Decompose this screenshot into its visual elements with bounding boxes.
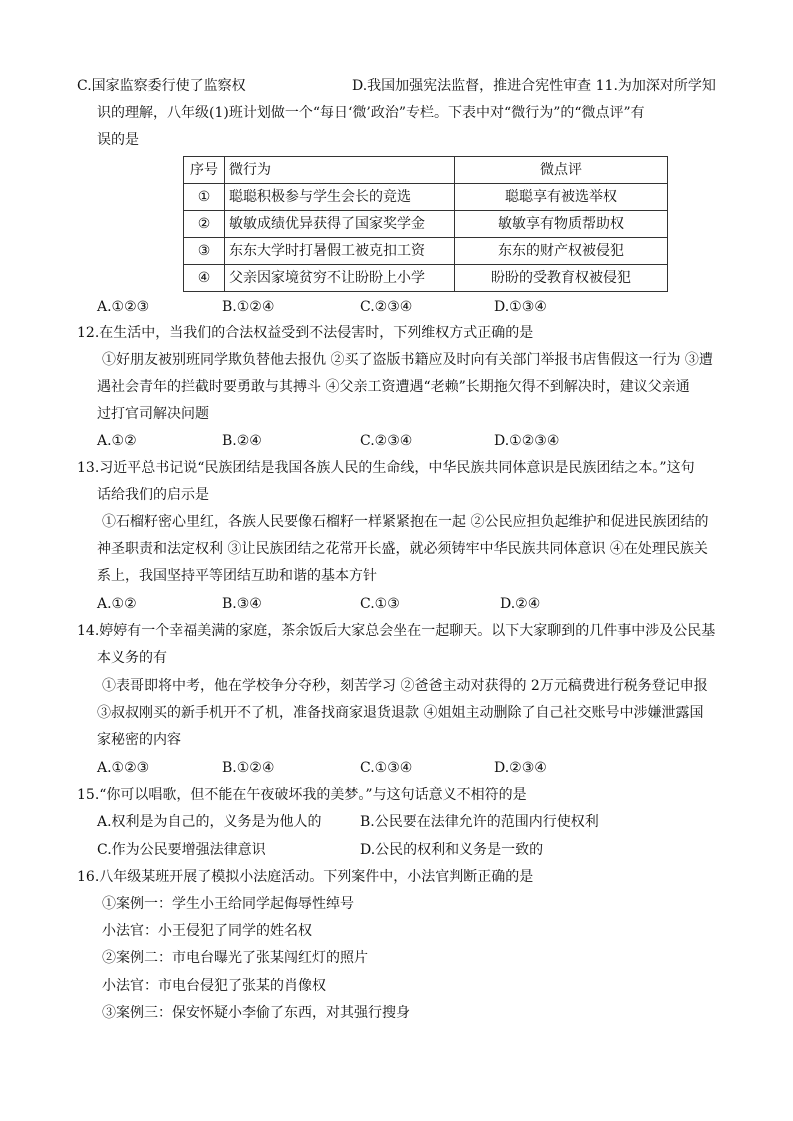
q14-stem: 14.婷婷有一个幸福美满的家庭，茶余饭后大家总会坐在一起聊天。以下大家聊到的几件事中涉及公民基	[77, 623, 716, 639]
q11-option-a[interactable]: A.①②③	[97, 299, 150, 315]
q12-option-c[interactable]: C.②③④	[360, 433, 413, 449]
q14-option-b[interactable]: B.①②④	[222, 760, 275, 776]
q14-line: 家秘密的内容	[97, 732, 181, 748]
q11-option-d[interactable]: D.①③④	[494, 299, 547, 315]
table-cell: 聪聪享有被选举权	[455, 184, 668, 211]
table-cell: ①	[184, 184, 225, 211]
table-header-row	[184, 157, 668, 184]
q14-option-a[interactable]: A.①②③	[97, 760, 150, 776]
q13-stem: 13.习近平总书记说“民族团结是我国各族人民的生命线，中华民族共同体意识是民族团结之本。”这句	[77, 460, 695, 476]
q14-line: ③叔叔刚买的新手机开不了机，准备找商家退货退款 ④姐姐主动删除了自己社交账号中涉嫌泄露国	[97, 705, 704, 721]
q13-option-a[interactable]: A.①②	[97, 596, 137, 612]
table-cell: 父亲因家境贫穷不让盼盼上小学	[225, 265, 455, 292]
table-cell: 敏敏成绩优异获得了国家奖学金	[225, 211, 455, 238]
q11-option-b[interactable]: B.①②④	[222, 299, 275, 315]
q13-line: ①石榴籽密心里红，各族人民要像石榴籽一样紧紧抱在一起 ②公民应担负起维护和促进民族团结的	[102, 514, 709, 530]
q13-line: 神圣职责和法定权利 ③让民族团结之花常开长盛，就必须铸牢中华民族共同体意识 ④在处理民族关	[97, 541, 708, 557]
table-row	[184, 184, 668, 211]
q15-option-b[interactable]: B.公民要在法律允许的范围内行使权利	[360, 814, 599, 830]
q12-line: 遇社会青年的拦截时要勇敢与其搏斗 ④父亲工资遭遇“老赖”长期拖欠得不到解决时，建议父亲通	[97, 379, 690, 395]
q12-option-a[interactable]: A.①②	[97, 433, 137, 449]
header-cell: 微点评	[455, 157, 668, 184]
q11-stem-line2: 识的理解，八年级(1)班计划做一个“每日‘微’政治”专栏。下表中对“微行为”的“微点评”有	[97, 105, 645, 121]
table-cell: 敏敏享有物质帮助权	[455, 211, 668, 238]
q16-line: 小法官：市电台侵犯了张某的肖像权	[102, 978, 326, 994]
q13-line: 系上，我国坚持平等团结互助和谐的基本方针	[97, 568, 377, 584]
q12-option-b[interactable]: B.②④	[222, 433, 262, 449]
q12-line: 过打官司解决问题	[97, 406, 209, 422]
table-row	[184, 238, 668, 265]
table-cell: ④	[184, 265, 225, 292]
q16-line: ②案例二：市电台曝光了张某闯红灯的照片	[102, 950, 368, 966]
table-cell: ②	[184, 211, 225, 238]
header-cell: 微行为	[225, 157, 455, 184]
q12-stem: 12.在生活中，当我们的合法权益受到不法侵害时，下列维权方式正确的是	[77, 325, 534, 341]
q11-option-c[interactable]: C.②③④	[360, 299, 413, 315]
q13-option-b[interactable]: B.③④	[222, 596, 262, 612]
q13-stem-line2: 话给我们的启示是	[97, 487, 209, 503]
q14-stem-line2: 本义务的有	[97, 650, 167, 666]
table-cell: 东东大学时打暑假工被克扣工资	[225, 238, 455, 265]
q16-line: ③案例三：保安怀疑小李偷了东西，对其强行搜身	[102, 1005, 410, 1021]
q15-stem: 15.“你可以唱歌，但不能在午夜破坏我的美梦。”与这句话意义不相符的是	[77, 787, 527, 803]
q10-option-d-q11-start: D.我国加强宪法监督，推进合宪性审查 11.为加深对所学知	[352, 78, 716, 94]
q11-table	[183, 156, 668, 292]
q16-line: ①案例一：学生小王给同学起侮辱性绰号	[102, 896, 354, 912]
q11-stem-line3: 误的是	[97, 132, 139, 148]
table-cell: 盼盼的受教育权被侵犯	[455, 265, 668, 292]
q15-option-d[interactable]: D.公民的权利和义务是一致的	[360, 842, 544, 858]
q15-option-a[interactable]: A.权利是为自己的，义务是为他人的	[97, 814, 322, 830]
header-cell: 序号	[184, 157, 225, 184]
q13-option-d[interactable]: D.②④	[500, 596, 541, 612]
q14-option-d[interactable]: D.②③④	[494, 760, 547, 776]
table-row	[184, 265, 668, 292]
q10-option-c: C.国家监察委行使了监察权	[77, 78, 246, 94]
q16-line: 小法官：小王侵犯了同学的姓名权	[102, 923, 312, 939]
q15-option-c[interactable]: C.作为公民要增强法律意识	[97, 842, 266, 858]
q12-line: ①好朋友被别班同学欺负替他去报仇 ②买了盗版书籍应及时向有关部门举报书店售假这一行为 ③遭	[102, 352, 713, 368]
table-cell: ③	[184, 238, 225, 265]
table-cell: 聪聪积极参与学生会长的竞选	[225, 184, 455, 211]
q12-option-d[interactable]: D.①②③④	[494, 433, 560, 449]
table-cell: 东东的财产权被侵犯	[455, 238, 668, 265]
q16-stem: 16.八年级某班开展了模拟小法庭活动。下列案件中，小法官判断正确的是	[77, 869, 534, 885]
table-row	[184, 211, 668, 238]
q13-option-c[interactable]: C.①③	[360, 596, 400, 612]
q14-line: ①表哥即将中考，他在学校争分夺秒，刻苦学习 ②爸爸主动对获得的 2万元稿费进行税务登记申报	[102, 678, 708, 694]
q14-option-c[interactable]: C.①③④	[360, 760, 413, 776]
